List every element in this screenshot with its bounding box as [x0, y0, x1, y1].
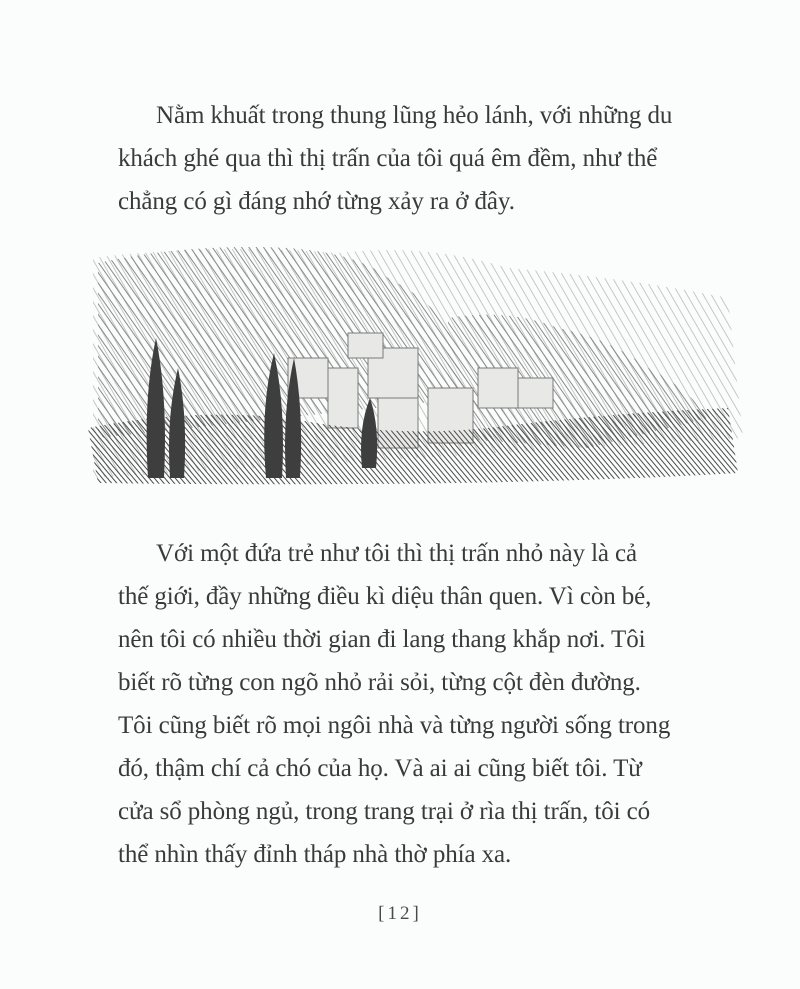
paragraph-2 — [118, 532, 758, 876]
text-line: Tôi cũng biết rõ mọi ngôi nhà và từng người sống trong — [118, 712, 671, 739]
text-line: thể nhìn thấy đỉnh tháp nhà thờ phía xa. — [118, 841, 512, 868]
pencil-sketch-icon — [88, 238, 748, 486]
text-line: nên tôi có nhiều thời gian đi lang thang khắp nơi. Tôi — [118, 626, 646, 653]
text-line: biết rõ từng con ngõ nhỏ rải sỏi, từng cột đèn đường. — [118, 669, 641, 696]
paragraph-1 — [118, 94, 758, 223]
text-line: cửa sổ phòng ngủ, trong trang trại ở rìa thị trấn, tôi có — [118, 798, 651, 825]
text-line: thế giới, đầy những điều kì diệu thân quen. Vì còn bé, — [118, 583, 652, 610]
text-line: chẳng có gì đáng nhớ từng xảy ra ở đây. — [118, 188, 515, 215]
page-number: [12] — [378, 903, 422, 924]
village-sketch-illustration — [88, 238, 748, 486]
text-line: đó, thậm chí cả chó của họ. Và ai ai cũng biết tôi. Từ — [118, 755, 642, 782]
text-line: Nằm khuất trong thung lũng hẻo lánh, với những du — [156, 102, 673, 129]
text-line: khách ghé qua thì thị trấn của tôi quá êm đềm, như thể — [118, 145, 658, 172]
text-line: Với một đứa trẻ như tôi thì thị trấn nhỏ này là cả — [156, 540, 638, 567]
